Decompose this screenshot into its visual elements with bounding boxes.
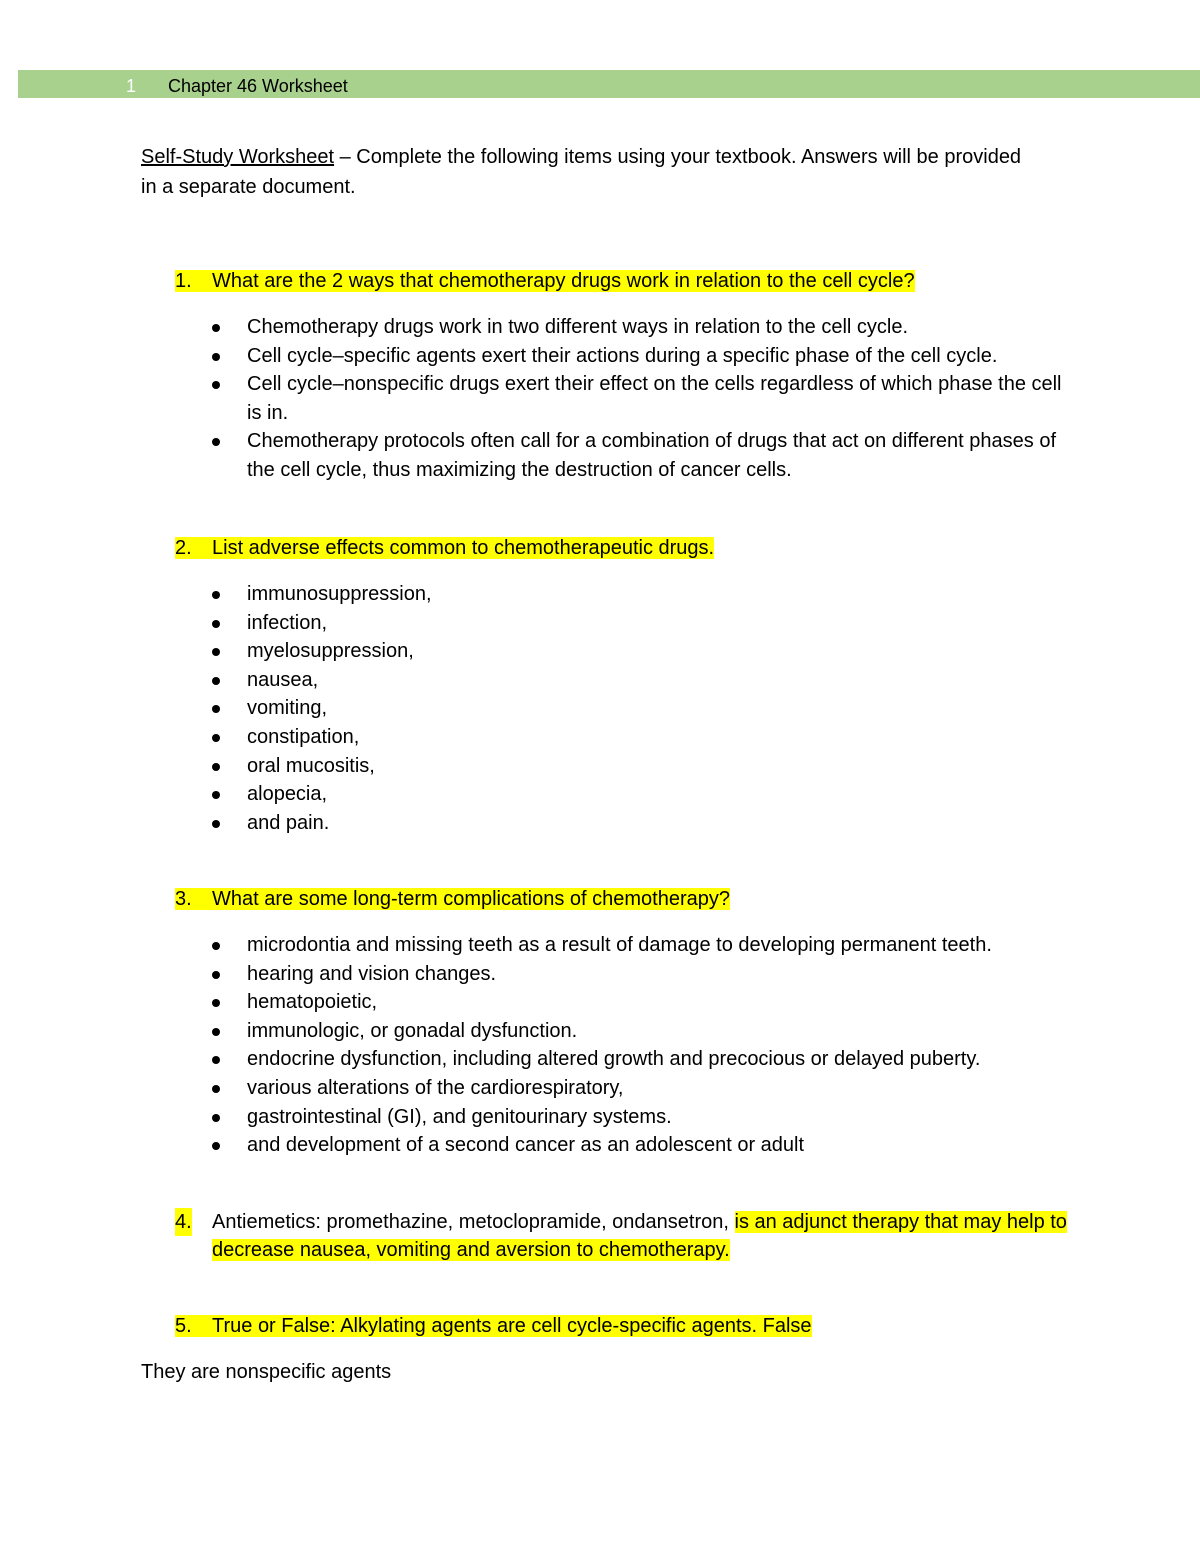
list-item: Cell cycle–specific agents exert their actions during a specific phase of the cell cycle. [211, 342, 1071, 371]
question-5 [175, 1312, 1075, 1340]
list-item: alopecia, [211, 780, 1071, 809]
bullet-icon [212, 1056, 220, 1064]
question-1-text: What are the 2 ways that chemotherapy drugs work in relation to the cell cycle? [212, 270, 915, 292]
list-item: immunosuppression, [211, 580, 1071, 609]
page-title: Chapter 46 Worksheet [168, 76, 348, 96]
bullet-icon [212, 1028, 220, 1036]
question-1-number: 1. [175, 270, 192, 292]
bullet-icon [212, 734, 220, 742]
question-3-answers [211, 931, 1071, 1160]
bullet-icon [212, 353, 220, 361]
list-item: Chemotherapy protocols often call for a combination of drugs that act on different phases of the cell cycle, thus maximizing the destruction of cancer cells. [211, 427, 1071, 484]
bullet-icon [212, 971, 220, 979]
bullet-icon [212, 677, 220, 685]
list-item: constipation, [211, 723, 1071, 752]
bullet-icon [212, 438, 220, 446]
bullet-icon [212, 820, 220, 828]
bullet-icon [212, 1085, 220, 1093]
bullet-icon [212, 591, 220, 599]
question-4-highlight: is an adjunct therapy that may help to decrease nausea, vomiting and aversion to chemotherapy. [212, 1211, 1067, 1261]
list-item: immunologic, or gonadal dysfunction. [211, 1017, 1071, 1046]
question-5-number: 5. [175, 1315, 192, 1337]
question-4 [175, 1208, 1075, 1264]
list-item: various alterations of the cardiorespiratory, [211, 1074, 1071, 1103]
final-note: They are nonspecific agents [141, 1361, 392, 1383]
question-4-prefix: Antiemetics: promethazine, metoclopramide, ondansetron, [212, 1211, 735, 1233]
list-item: microdontia and missing teeth as a result of damage to developing permanent teeth. [211, 931, 1071, 960]
list-item: Chemotherapy drugs work in two different ways in relation to the cell cycle. [211, 313, 1071, 342]
question-2-text: List adverse effects common to chemotherapeutic drugs. [212, 537, 715, 559]
question-3-number: 3. [175, 888, 192, 910]
list-item: vomiting, [211, 694, 1071, 723]
bullet-icon [212, 791, 220, 799]
question-2-number: 2. [175, 537, 192, 559]
question-2 [175, 534, 1075, 562]
bullet-icon [212, 763, 220, 771]
bullet-icon [212, 705, 220, 713]
bullet-icon [212, 942, 220, 950]
list-item: Cell cycle–nonspecific drugs exert their effect on the cells regardless of which phase the cell is in. [211, 370, 1071, 427]
page-number: 1 [126, 76, 137, 96]
list-item: and development of a second cancer as an adolescent or adult [211, 1131, 1071, 1160]
list-item: oral mucositis, [211, 752, 1071, 781]
bullet-icon [212, 1142, 220, 1150]
question-3 [175, 885, 1075, 913]
bullet-icon [212, 324, 220, 332]
intro-text: – Complete the following items using your textbook. Answers will be provided in a separate document. [141, 146, 1022, 198]
intro-label: Self-Study Worksheet [141, 146, 335, 168]
list-item: infection, [211, 609, 1071, 638]
question-3-text: What are some long-term complications of chemotherapy? [212, 888, 731, 910]
bullet-icon [212, 648, 220, 656]
question-5-text: True or False: Alkylating agents are cell cycle-specific agents. False [212, 1315, 812, 1337]
question-1 [175, 267, 1075, 295]
question-2-answers [211, 580, 1071, 837]
list-item: nausea, [211, 666, 1071, 695]
list-item: gastrointestinal (GI), and genitourinary systems. [211, 1103, 1071, 1132]
bullet-icon [212, 620, 220, 628]
list-item: and pain. [211, 809, 1071, 838]
list-item: hematopoietic, [211, 988, 1071, 1017]
bullet-icon [212, 999, 220, 1007]
bullet-icon [212, 381, 220, 389]
question-1-answers [211, 313, 1071, 485]
intro-paragraph [141, 142, 1041, 202]
list-item: myelosuppression, [211, 637, 1071, 666]
question-4-number: 4. [175, 1208, 192, 1236]
list-item: endocrine dysfunction, including altered growth and precocious or delayed puberty. [211, 1045, 1071, 1074]
list-item: hearing and vision changes. [211, 960, 1071, 989]
bullet-icon [212, 1114, 220, 1122]
